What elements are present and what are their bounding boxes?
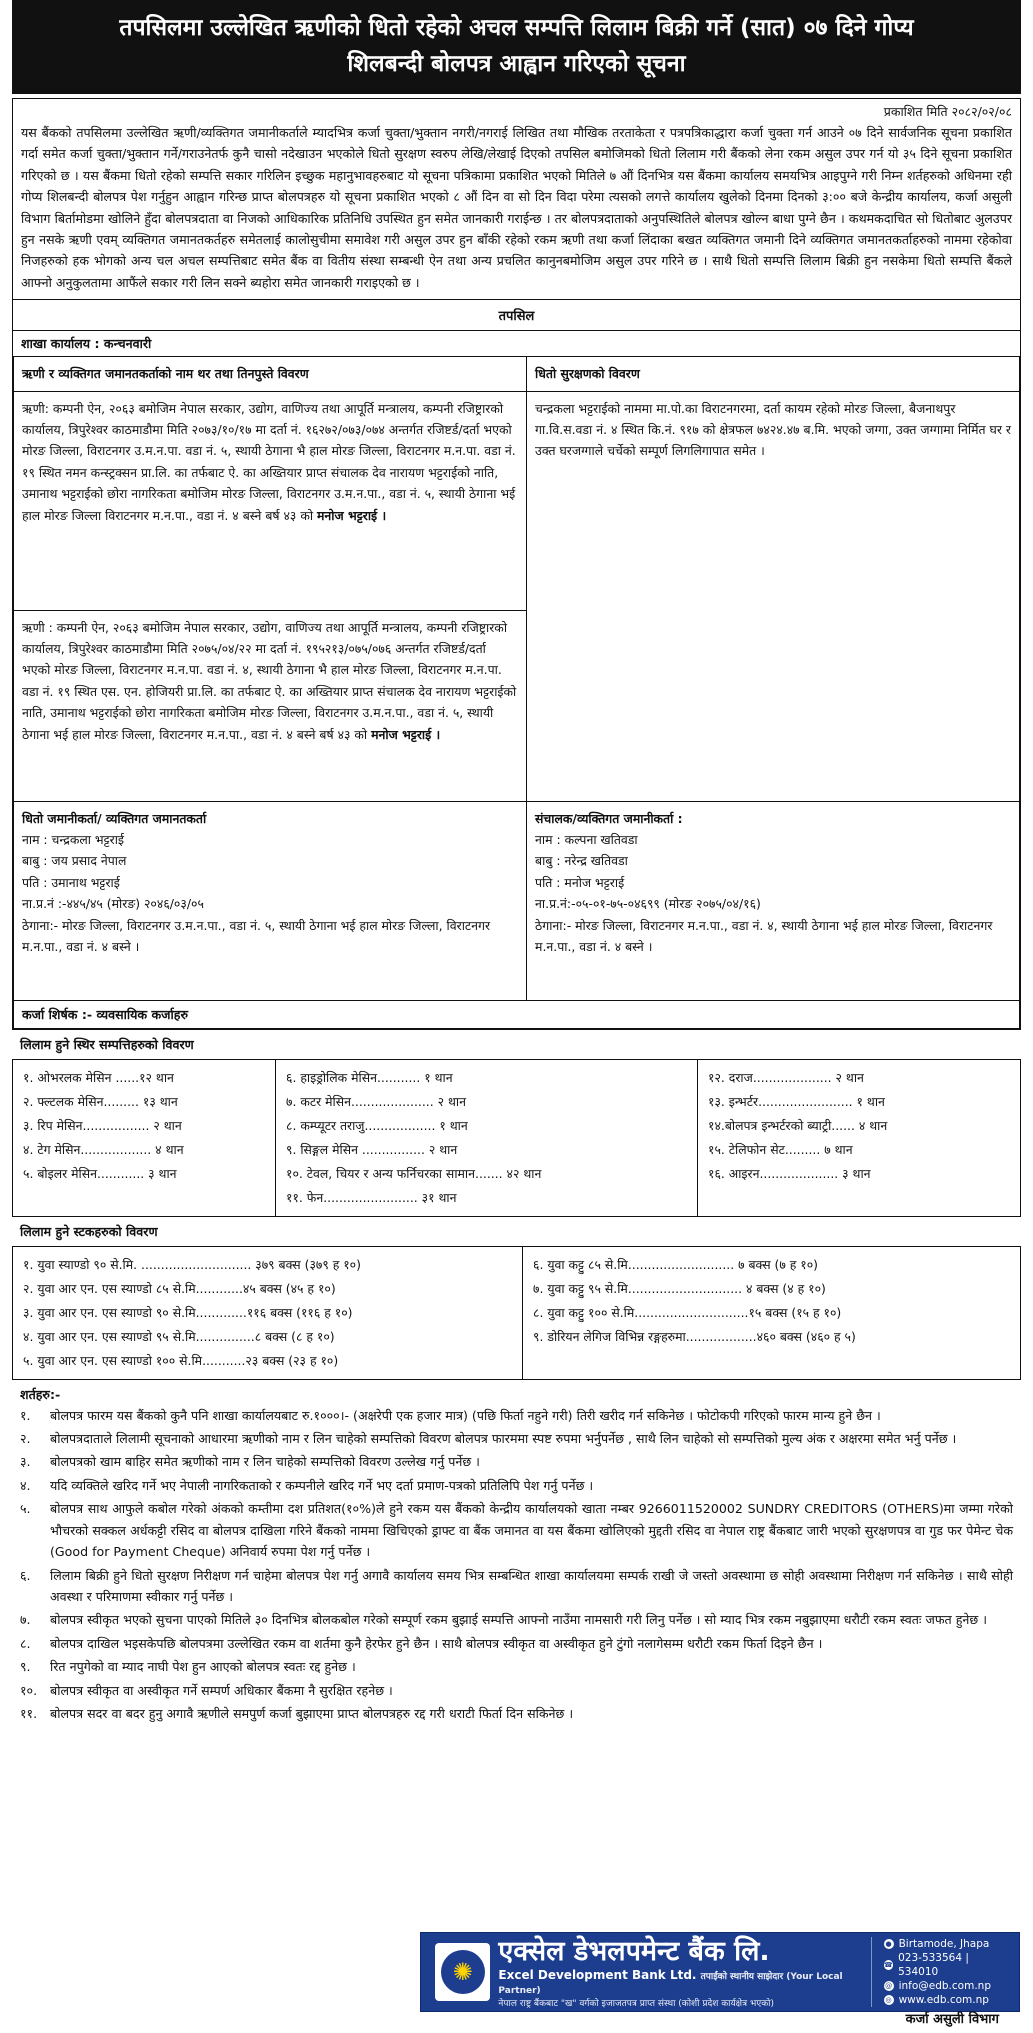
bank-logo-icon: ✺ <box>435 1943 490 2001</box>
borrower-column-header: ऋणी र व्यक्तिगत जमानतकर्ताको नाम थर तथा तिनपुस्ते विवरण <box>14 357 527 391</box>
fixed-assets-col-1 <box>13 1060 275 1216</box>
condition-text: बोलपत्र साथ आफुले कबोल गरेको अंकको कम्तीमा दश प्रतिशत(१०%)ले हुने रकम यस बैंकको केन्द्रीय कार्यालयको खाता नम्बर 9266011520002 SUNDRY CREDITORS (OTHERS)मा जम्मा गरेको भौचरको सक्कल अर्धकट्टी रसिद वा बोलपत्र दाखिला गरिने बैंकको नाममा खिचिएको ड्राफ्ट वा बैंक जमानत वा यस बैंकमा खोलिएको मुद्दती रसिद वा नेपाल राष्ट्र बैंकबाट जारी भएको सुरक्षणपत्र वा गुड फर पेमेन्ट चेक (Good for Payment Cheque) अनिवार्य रुपमा पेश गर्नु पर्नेछ । <box>50 1501 1013 1560</box>
borrower-2-name: मनोज भट्टराई । <box>371 726 441 742</box>
conditions-list <box>12 1405 1021 1725</box>
guarantor-1-title: धितो जमानीकर्ता/ व्यक्तिगत जमानतकर्ता <box>22 810 207 826</box>
contact-email-text: info@edb.com.np <box>898 1980 991 1992</box>
bank-banner <box>420 1932 1020 2012</box>
contact-website <box>884 1993 1007 2007</box>
bank-name-block <box>498 1936 870 2009</box>
list-item: १. ओभरलक मेसिन ......१२ थान <box>23 1069 174 1085</box>
bank-name-english <box>498 1968 870 1996</box>
condition-number: ५. <box>20 1501 31 1517</box>
list-item: ६. युवा कट्टु ८५ से.मि........................... ७ बक्स (७ ह १०) <box>533 1256 819 1272</box>
list-item: ३. युवा आर एन. एस स्याण्डो ९० से.मि.............११६ बक्स (११६ ह १०) <box>23 1304 353 1320</box>
list-item: ९. डोरियन लेगिज विभिन्न रङ्गहरुमा..................४६० बक्स (४६० ह ५) <box>533 1328 856 1344</box>
list-item: १३. इन्भर्टर........................ १ थान <box>708 1093 885 1109</box>
contact-email <box>884 1979 1007 1993</box>
stocks-col-1 <box>13 1247 522 1379</box>
condition-number: ४. <box>20 1477 31 1493</box>
list-item: ७. कटर मेसिन..................... २ थान <box>286 1093 466 1109</box>
schedule-title: तपसिल <box>13 299 1020 330</box>
phone-icon: ☎ <box>883 1961 893 1969</box>
fixed-assets-title: लिलाम हुने स्थिर सम्पत्तिहरुको विवरण <box>20 1036 194 1052</box>
condition-text: रित नपुगेको वा म्याद नाघी पेश हुन आएको बोलपत्र स्वतः रद्द हुनेछ । <box>50 1659 356 1675</box>
branch-office: शाखा कार्यालय : कन्चनवारी <box>13 330 1020 356</box>
condition-text: बोलपत्र स्वीकृत वा अस्वीकृत गर्ने सम्पर्ण अधिकार बैंकमा नै सुरक्षित रहनेछ । <box>50 1682 393 1698</box>
list-item: ७. युवा कट्टु ९५ से.मि............................. ४ बक्स (४ ह १०) <box>533 1280 826 1296</box>
condition-text: बोलपत्र स्वीकृत भएको सुचना पाएको मितिले ३० दिनभित्र बोलकबोल गरेको सम्पूर्ण रकम बुझाई सम्पत्ति आफ्नो नाउँमा नामसारी गरी लिनु पर्नेछ । सो म्याद भित्र रकम नबुझाएमा धरौटी रकम स्वतः जफत हुनेछ । <box>50 1612 987 1628</box>
borrower-1-text: ऋणी: कम्पनी ऐन, २०६३ बमोजिम नेपाल सरकार, उद्योग, वाणिज्य तथा आपूर्ति मन्त्रालय, कम्पनी रजिष्ट्रारको कार्यालय, त्रिपुरेश्वर काठमाडौमा मिति २०७३/१०/१७ मा दर्ता नं. १६२७२/०७३/०७४ अन्तर्गत रजिष्टर्ड/दर्ता भएको मोरङ जिल्ला, विराटनगर उ.म.न.पा. वडा नं. ५, स्थायी ठेगाना भै हाल मोरङ जिल्ला, विराटनगर म.न.पा. वडा नं. १९ स्थित नमन कन्स्ट्रक्सन प्रा.लि. का तर्फबाट ऐ. का अख्तियार प्राप्त संचालक देव नारायण भट्टराईको नाति, उमानाथ भट्टराईको छोरा नागरिकता बमोजिम मोरङ जिल्ला, विराटनगर उ.म.न.पा., वडा नं. ५, स्थायी ठेगाना भई हाल मोरङ जिल्ला विराटनगर म.न.पा., वडा नं. ४ बस्ने बर्ष ४३ को <box>22 400 516 523</box>
list-item: १५. टेलिफोन सेट......... ७ थान <box>708 1141 853 1157</box>
list-item: १६. आइरन.................... ३ थान <box>708 1165 871 1181</box>
borrower-2-text: ऋणी : कम्पनी ऐन, २०६३ बमोजिम नेपाल सरकार, उद्योग, वाणिज्य तथा आपूर्ति मन्त्रालय, कम्पनी रजिष्ट्रारको कार्यालय, त्रिपुरेश्वर काठमाडौमा मिति २०७५/०४/२२ मा दर्ता नं. १९५२१३/०७५/०७६ अन्तर्गत रजिष्टर्ड/दर्ता भएको मोरङ जिल्ला, विराटनगर म.न.पा. वडा नं. ४, स्थायी ठेगाना भै हाल मोरङ जिल्ला, विराटनगर म.न.पा. वडा नं. १९ स्थित एस. एन. होजियरी प्रा.लि. का तर्फबाट ऐ. का अख्तियार प्राप्त संचालक देव नारायण भट्टराईको नाति, उमानाथ भट्टराईको छोरा नागरिकता बमोजिम मोरङ जिल्ला, विराटनगर उ.म.न.पा., वडा नं. ५, स्थायी ठेगाना भई हाल मोरङ जिल्ला, विराटनगर म.न.पा., वडा नं. ४ बस्ने बर्ष ४३ को <box>22 619 517 742</box>
contact-address <box>884 1937 1007 1951</box>
list-item: ८. युवा कट्टु १०० से.मि.............................१५ बक्स (१५ ह १०) <box>533 1304 842 1320</box>
email-icon: @ <box>885 1982 893 1990</box>
contact-address-text: Birtamode, Jhapa <box>898 1938 990 1950</box>
list-item: २. युवा आर एन. एस स्याण्डो ८५ से.मि............४५ बक्स (४५ ह १०) <box>23 1280 336 1296</box>
stocks-box <box>12 1246 1021 1380</box>
condition-number: ९. <box>20 1659 31 1675</box>
bank-name-nepali: एक्सेल डेभलपमेन्ट बैंक लि. <box>498 1935 770 1967</box>
conditions-title: शर्तहरु:- <box>20 1386 61 1402</box>
list-item: ८. कम्प्यूटर तराजु.................. १ थान <box>286 1117 468 1133</box>
list-item: १०. टेवल, चियर र अन्य फर्निचरका सामान....... ४२ थान <box>286 1165 542 1181</box>
list-item: १. युवा स्याण्डो ९० से.मि. ............................ ३७९ बक्स (३७९ ह १०) <box>23 1256 361 1272</box>
guarantor-2-title: संचालक/व्यक्तिगत जमानीकर्ता : <box>535 810 683 826</box>
guarantor-1-details <box>14 801 527 1000</box>
condition-text: बोलपत्रदाताले लिलामी सूचनाको आधारमा ऋणीको नाम र लिन चाहेको सम्पत्तिको विवरण बोलपत्र फारममा स्पष्ट रुपमा भर्नुपर्नेछ , साथै लिन चाहेको सो सम्पत्तिको मुल्य अंक र अक्षरमा समेत भर्नु पर्नेछ । <box>50 1431 957 1447</box>
condition-number: ११. <box>20 1705 38 1721</box>
bank-license-note: नेपाल राष्ट्र बैंकबाट "ख" वर्गको इजाजतपत्र प्राप्त संस्था (कोशी प्रदेश कार्यक्षेत्र भएको) <box>498 1998 775 2009</box>
loan-type: कर्जा शिर्षक :- व्यवसायिक कर्जाहरु <box>13 1001 1020 1029</box>
bank-footer <box>420 1932 1020 2018</box>
stocks-col-2 <box>522 1247 1020 1379</box>
condition-number: ३. <box>20 1454 31 1470</box>
condition-text: लिलाम बिक्री हुने धितो सुरक्षण निरीक्षण गर्न चाहेमा बोलपत्र पेश गर्नु अगावै कार्यालय समय भित्र सम्बन्धित शाखा कार्यालयमा सम्पर्क राखी जे जस्तो अवस्थामा छ सोही अवस्थामा निरीक्षण गर्न सकिनेछ । साथै सोही अवस्था र परिमाणमा स्वीकार गर्नु पर्नेछ । <box>50 1567 1013 1604</box>
list-item: २. फ्ल्टलक मेसिन......... १३ थान <box>23 1093 178 1109</box>
guarantor-2-line: ठेगाना:- मोरङ जिल्ला, विराटनगर म.न.पा., वडा नं. ४, स्थायी ठेगाना भई हाल मोरङ जिल्ला, विराटनगर म.न.पा., वडा नं. ४ बस्ने । <box>535 917 993 955</box>
condition-item <box>20 1405 1013 1426</box>
guarantor-2-line: पति : मनोज भट्टराई <box>535 874 625 890</box>
notice-title-line2: शिलबन्दी बोलपत्र आह्वान गरिएको सूचना <box>347 51 686 77</box>
condition-item <box>20 1633 1013 1654</box>
bank-contact <box>871 1937 1019 2007</box>
stocks-title: लिलाम हुने स्टकहरुको विवरण <box>20 1223 158 1239</box>
condition-item <box>20 1428 1013 1449</box>
contact-website-text: www.edb.com.np <box>898 1994 989 2006</box>
guarantor-1-line: ठेगाना:- मोरङ जिल्ला, विराटनगर उ.म.न.पा., वडा नं. ५, स्थायी ठेगाना भई हाल मोरङ जिल्ला, विराटनगर म.न.पा., वडा नं. ४ बस्ने । <box>22 917 491 955</box>
contact-phone-text: 023-533564 | 534010 <box>898 1952 969 1978</box>
condition-number: १. <box>20 1407 31 1423</box>
condition-text: बोलपत्र सदर वा बदर हुनु अगावै ऋणीले समपुर्ण कर्जा बुझाएमा प्राप्त बोलपत्रहरु रद्द गरी धराटी फिर्ता दिन सकिनेछ । <box>50 1705 574 1721</box>
contact-phone <box>884 1951 1007 1979</box>
guarantor-2-line: नाम : कल्पना खतिवडा <box>535 832 638 848</box>
guarantor-1-line: पति : उमानाथ भट्टराई <box>22 874 120 890</box>
collateral-details: चन्द्रकला भट्टराईको नाममा मा.पो.का विराटनगरमा, दर्ता कायम रहेको मोरङ जिल्ला, बैजनाथपुर गा.वि.स.वडा नं. ४ स्थित कि.नं. ९१७ को क्षेत्रफल ७४२४.४७ ब.मि. भएको जग्गा, उक्त जग्गामा निर्मित घर र उक्त घरजग्गाले चर्चेको सम्पूर्ण लिगलिगापात समेत । <box>527 391 1020 801</box>
condition-item <box>20 1498 1013 1562</box>
borrower-table <box>13 356 1020 1000</box>
condition-item <box>20 1656 1013 1677</box>
list-item: ४. युवा आर एन. एस स्याण्डो ९५ से.मि...............८ बक्स (८ ह १०) <box>23 1328 335 1344</box>
condition-item <box>20 1565 1013 1608</box>
list-item: ६. हाइड्रोलिक मेसिन........... १ थान <box>286 1069 453 1085</box>
condition-item <box>20 1451 1013 1472</box>
condition-number: ८. <box>20 1635 31 1651</box>
list-item: १४.बोलपत्र इन्भर्टरको ब्याट्री...... ४ थान <box>708 1117 888 1133</box>
condition-number: १०. <box>20 1682 38 1698</box>
guarantor-1-line: ना.प्र.नं :-४४५/४५ (मोरङ) २०४६/०३/०५ <box>22 896 204 912</box>
bank-tagline: तपाईंको स्थानीय साझेदार (Your Local Partner) <box>498 1971 843 1996</box>
condition-text: यदि व्यक्तिले खरिद गर्ने भए नेपाली नागरिकताको र कम्पनीले खरिद गर्ने भए दर्ता प्रमाण-पत्रको प्रतिलिपि पेश गर्नु पर्नेछ । <box>50 1477 594 1493</box>
list-item: ४. टेग मेसिन.................. ४ थान <box>23 1141 184 1157</box>
borrower-2-details <box>14 610 527 801</box>
list-item: ५. युवा आर एन. एस स्याण्डो १०० से.मि...........२३ बक्स (२३ ह १०) <box>23 1352 339 1368</box>
location-icon: ● <box>885 1940 892 1948</box>
list-item: ३. रिप मेसिन................. २ थान <box>23 1117 182 1133</box>
published-date: प्रकाशित मिति २०८२/०२/०८ <box>883 104 1012 119</box>
condition-item <box>20 1609 1013 1630</box>
department-name: कर्जा असुली विभाग <box>905 2012 999 2027</box>
guarantor-1-line: बाबु : जय प्रसाद नेपाल <box>22 853 127 869</box>
collateral-column-header: धितो सुरक्षणको विवरण <box>527 357 1020 391</box>
condition-text: बोलपत्र दाखिल भइसकेपछि बोलपत्रमा उल्लेखित रकम वा शर्तमा कुनै हेरफेर हुने छैन । साथै बोलपत्र स्वीकृत वा अस्वीकृत हुने टुंगो नलागेसम्म धरौटी रकम फिर्ता दिइने छैन । <box>50 1635 823 1651</box>
globe-icon: ◎ <box>885 1996 892 2004</box>
guarantor-2-line: बाबु : नरेन्द्र खतिवडा <box>535 853 628 869</box>
condition-item <box>20 1703 1013 1724</box>
list-item: ९. सिङ्गल मेसिन ................ २ थान <box>286 1141 458 1157</box>
condition-item <box>20 1475 1013 1496</box>
condition-text: बोलपत्र फारम यस बैंकको कुनै पनि शाखा कार्यालयबाट रु.१०००।- (अक्षरेपी एक हजार मात्र) (पछि फिर्ता नहुने गरी) तिरी खरीद गर्न सकिनेछ । फोटोकपी गरिएको फारम मान्य हुने छैन । <box>50 1407 881 1423</box>
bank-name-english-text: Excel Development Bank Ltd. <box>498 1967 697 1982</box>
notice-title-line1: तपसिलमा उल्लेखित ऋणीको धितो रहेको अचल सम्पत्ति लिलाम बिक्री गर्ने (सात) ०७ दिने गोप्य <box>119 15 914 41</box>
notice-frame <box>12 98 1021 1030</box>
fixed-assets-col-2 <box>275 1060 697 1216</box>
condition-number: ७. <box>20 1612 31 1628</box>
condition-number: २. <box>20 1431 31 1447</box>
notice-title <box>12 0 1021 94</box>
guarantor-2-details <box>527 801 1020 1000</box>
intro-paragraph: यस बैंकको तपसिलमा उल्लेखित ऋणी/व्यक्तिगत जमानीकर्ताले म्यादभित्र कर्जा चुक्ता/भुक्तान नगरी/नगराई लिखित तथा मौखिक तरताकेता र पत्रपत्रिकाद्धारा कर्जा चुक्ता गर्न आउने ०७ दिने सार्वजनिक सूचना प्रकाशित गर्दा समेत कर्जा चुक्ता/भुक्तान गर्ने/गराउनेतर्फ कुनै चासो नदेखाउन भएकोले धितो सुरक्षण स्वरुप लेखि/लेखाई दिएको तपसिल बमोजिमको धितो लिलाम गरी बैंकको लेना रकम असुल उपर गर्न यो ३५ दिने सूचना प्रकाशित गरिएको छ । यस बैंकमा धितो रहेको सम्पत्ति सकार गरिलिन इच्छुक महानुभावहरुबाट यो सूचना पत्रिकामा प्रकाशित भएको मितिले ७ औं दिनभित्र यस बैंकमा कार्यालय समयभित्र आइपुग्ने गरी निम्न शर्तहरुको अधिनमा रही गोप्य शिलबन्दी बोलपत्र पेश गर्नुहुन आह्वान गरिन्छ प्राप्त बोलपत्रहरु यो सूचना प्रकाशित भएको ८ औं दिन वा सो दिन विदा परेमा त्यसको लगत्ते कार्यालय खुलेको दिनमा दिनको ३:०० बजे केन्द्रीय कार्यालय, कर्जा असुली विभाग बिर्तामोडमा खोलिने हुँदा बोलपत्रदाता वा निजको आधिकारिक प्रतिनिधि उपस्थित हुन समेत जानकारी गराईन्छ । तर बोलपत्रदाताको अनुपस्थितिले बोलपत्र खोल्न बाधा पुग्ने छैन । कथमकदाचित सो धितोबाट अुलउपर हुन नसके ऋणी एवम् व्यक्तिगत जमानतकर्तहरु समेतलाई कालोसुचीमा समावेश गरी असुल उपर हुन बाँकी रहेको रकम ऋणी तथा कर्जा लिंदाका बखत व्यक्तिगत जमानी दिने व्यक्तिगत जमानतकर्ताहरुको नाममा रहेकोवा निजहरुको हक भोगको अन्य चल अचल सम्पत्तिबाट समेत बैंक वा वितीय संस्था सम्बन्धी ऐन तथा अन्य प्रचलित कानुनबमोजिम असुल उपर गरिने छ । साथै धितो सम्पत्ति लिलाम बिक्री हुन नसकेमा धितो सम्पत्ति बैंकले आफ्नो अनुकुलतामा आफैंले सकार गरी लिन सक्ने ब्यहोरा समेत जानकारी गराइएको छ । <box>21 125 1012 290</box>
list-item: ११. फेन........................ ३१ थान <box>286 1189 457 1205</box>
guarantor-2-line: ना.प्र.नं:-०५-०१-७५-०४६९९ (मोरङ २०७५/०४/१६) <box>535 896 761 912</box>
list-item: ५. बोइलर मेसिन............ ३ थान <box>23 1165 177 1181</box>
list-item: १२. दराज.................... २ थान <box>708 1069 864 1085</box>
condition-text: बोलपत्रको खाम बाहिर समेत ऋणीको नाम र लिन चाहेको सम्पत्तिको विवरण उल्लेख गर्नु पर्नेछ । <box>50 1454 480 1470</box>
borrower-1-name: मनोज भट्टराई । <box>317 507 387 523</box>
guarantor-1-line: नाम : चन्द्रकला भट्टराई <box>22 832 125 848</box>
condition-number: ६. <box>20 1567 31 1583</box>
fixed-assets-box <box>12 1059 1021 1217</box>
fixed-assets-col-3 <box>697 1060 1020 1216</box>
borrower-1-details <box>14 391 527 610</box>
condition-item <box>20 1680 1013 1701</box>
